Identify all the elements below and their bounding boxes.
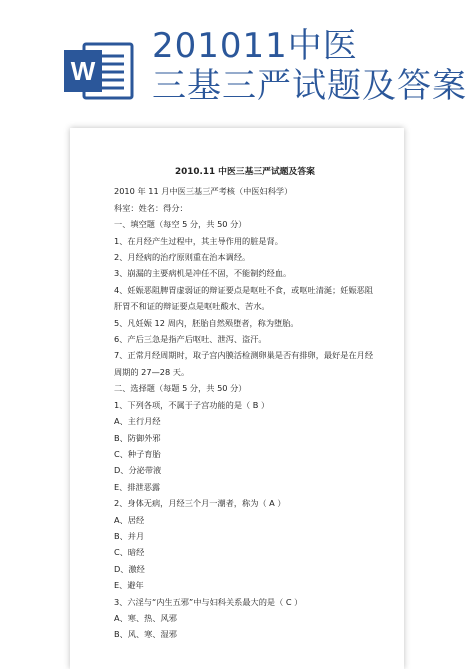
document-line: 一、填空题（每空 5 分，共 50 分） xyxy=(114,219,247,230)
document-line: B、并月 xyxy=(114,530,145,541)
document-lines xyxy=(114,183,376,642)
document-line: 2、身体无病，月经三个月一潮者，称为（ A ） xyxy=(114,498,286,509)
document-title: 2010.11 中医三基三严试题及答案 xyxy=(175,167,315,177)
document-line: B、风、寒、湿邪 xyxy=(114,629,177,640)
document-line: 7、正常月经周期时，取子宫内膜活检测卵巢是否有排卵，最好是在月经周期的 27—28 天。 xyxy=(114,350,374,377)
document-line: 3、六淫与“内生五邪”中与妇科关系最大的是（ C ） xyxy=(114,596,303,607)
document-line: 5、凡妊娠 12 周内，胚胎自然殒堕者，称为堕胎。 xyxy=(114,317,299,328)
document-line: E、避年 xyxy=(114,580,144,591)
document-line: A、居经 xyxy=(114,514,145,525)
header-banner xyxy=(0,0,474,120)
document-line: 二、选择题（每题 5 分，共 50 分） xyxy=(114,383,247,394)
document-line: 3、崩漏的主要病机是冲任不固，不能制约经血。 xyxy=(114,268,292,279)
document-line: 1、在月经产生过程中，其主导作用的脏是肾。 xyxy=(114,235,283,246)
document-line: A、寒、热、风邪 xyxy=(114,612,177,623)
document-line: 4、妊娠恶阻脾胃虚弱证的辩证要点是呕吐不食，或呕吐清涎；妊娠恶阻肝胃不和证的辩证要点是呕吐酸水、苦水。 xyxy=(114,284,374,312)
document-line: 1、下列各项，不属于子宫功能的是（ B ） xyxy=(114,399,270,410)
document-line: D、激经 xyxy=(114,563,145,574)
page-title-line-1: 201011中医 xyxy=(152,26,358,66)
document-line: B、防御外邪 xyxy=(114,432,161,443)
document-body xyxy=(114,164,376,643)
document-line: D、分泌带液 xyxy=(114,465,162,476)
document-page xyxy=(70,128,404,669)
document-line: 6、产后三急是指产后呕吐、泄泻、盗汗。 xyxy=(114,334,267,345)
svg-text:W: W xyxy=(70,56,96,86)
document-line: 2、月经病的治疗原则重在治本调经。 xyxy=(114,252,251,263)
word-doc-icon xyxy=(62,40,136,102)
document-line: A、主行月经 xyxy=(114,416,161,427)
document-line: E、排泄恶露 xyxy=(114,481,161,492)
document-line: 2010 年 11 月中医三基三严考核（中医妇科学） xyxy=(114,186,293,197)
page-title-line-2: 三基三严试题及答案 xyxy=(152,66,467,106)
document-line: 科室：姓名：得分： xyxy=(114,202,188,213)
document-line: C、暗经 xyxy=(114,547,145,558)
document-line: C、种子育胎 xyxy=(114,448,161,459)
